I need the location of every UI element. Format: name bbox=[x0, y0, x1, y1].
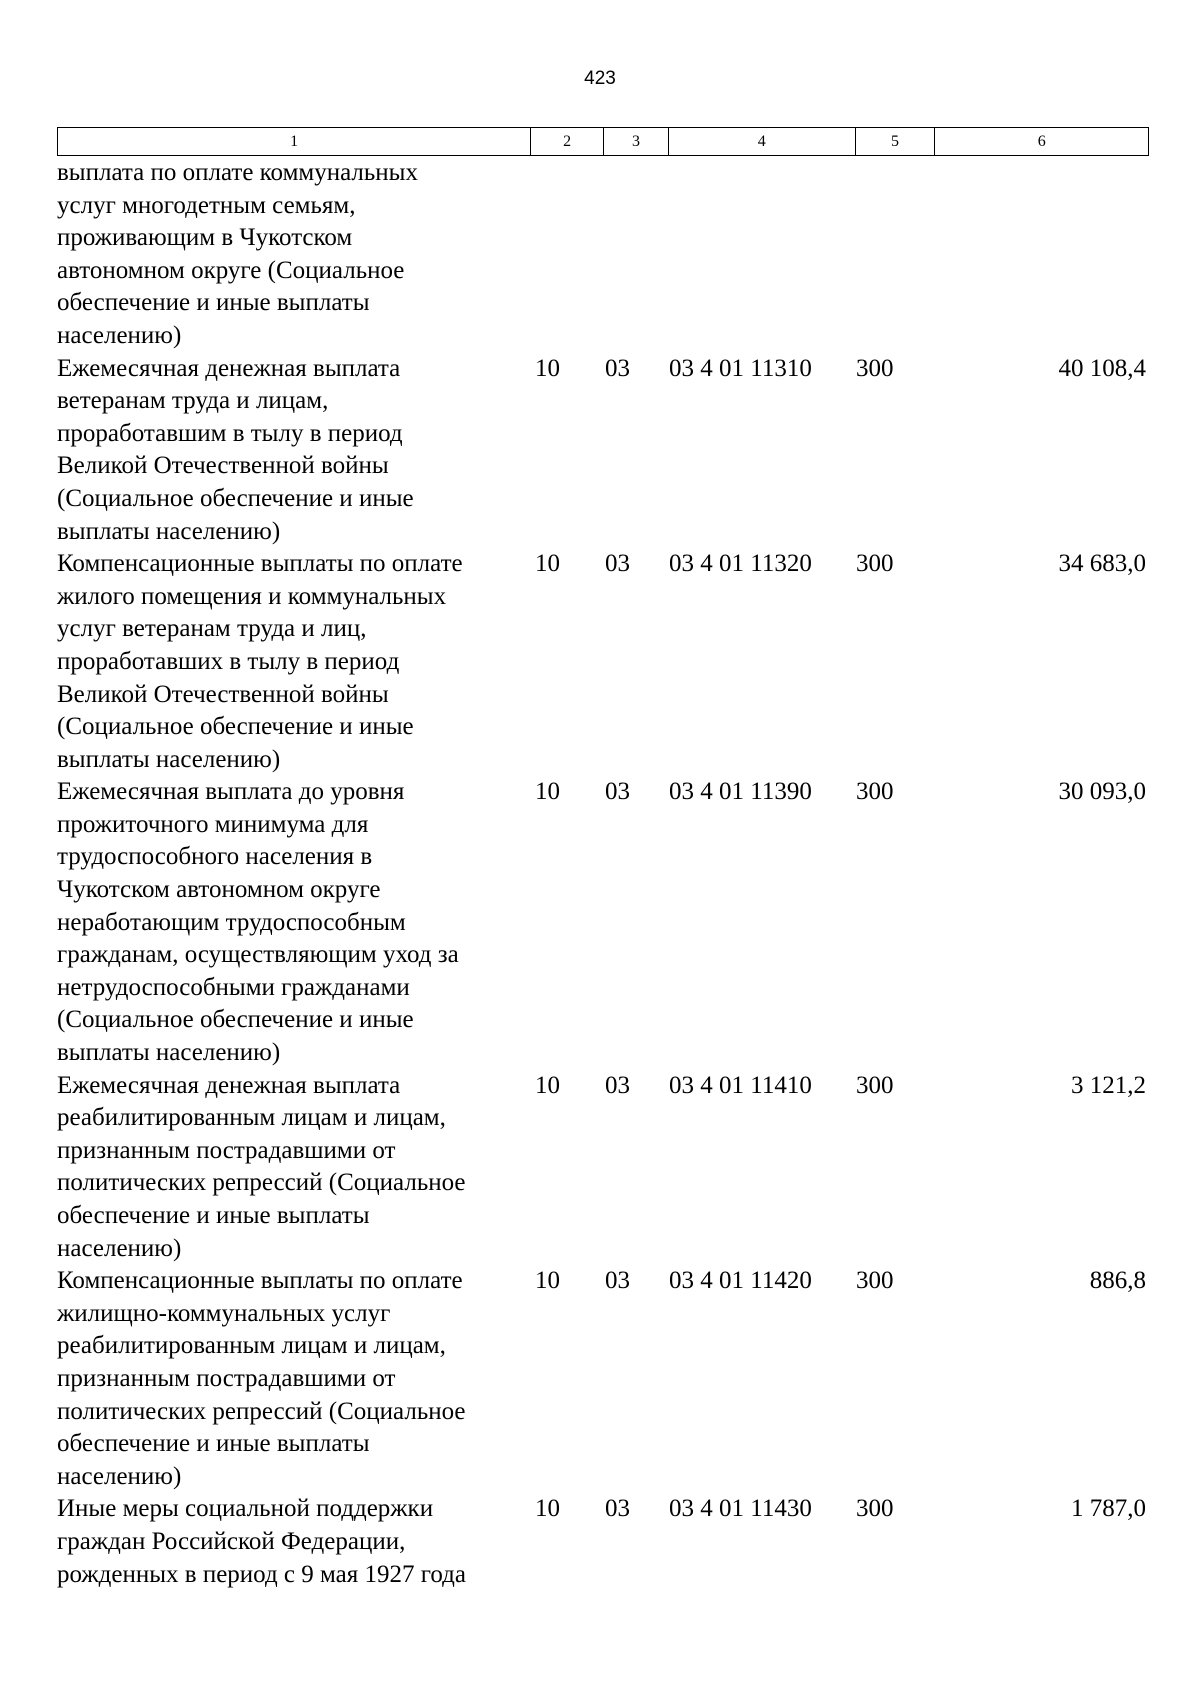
table-row bbox=[57, 1070, 1149, 1266]
description-line: Иные меры социальной поддержки bbox=[57, 1495, 434, 1523]
description-line: рожденных в период с 9 мая 1927 года bbox=[57, 1560, 466, 1588]
row-description bbox=[57, 353, 537, 549]
row-description bbox=[57, 548, 537, 776]
expense-type-cell: 300 bbox=[856, 778, 894, 806]
header-col-5: 5 bbox=[856, 128, 936, 155]
description-line: жилого помещения и коммунальных bbox=[57, 582, 447, 610]
description-line: выплаты населению) bbox=[57, 517, 281, 545]
description-line: населению) bbox=[57, 321, 182, 349]
description-line: Компенсационные выплаты по оплате bbox=[57, 1267, 463, 1295]
table-body bbox=[57, 157, 1149, 1591]
description-line: Великой Отечественной войны bbox=[57, 452, 389, 480]
description-line: услуг ветеранам труда и лиц, bbox=[57, 615, 367, 643]
expense-type-cell: 300 bbox=[856, 1495, 894, 1523]
section-cell: 10 bbox=[535, 1071, 560, 1099]
description-line: Ежемесячная денежная выплата bbox=[57, 354, 401, 382]
description-line: выплаты населению) bbox=[57, 745, 281, 773]
amount-cell: 3 121,2 bbox=[1071, 1071, 1146, 1099]
description-line: трудоспособного населения в bbox=[57, 843, 373, 871]
expense-type-cell: 300 bbox=[856, 354, 894, 382]
row-description bbox=[57, 1493, 537, 1591]
description-line: Чукотском автономном округе bbox=[57, 876, 381, 904]
description-line: населению) bbox=[57, 1234, 182, 1262]
section-cell: 10 bbox=[535, 354, 560, 382]
header-col-2: 2 bbox=[531, 128, 604, 155]
section-cell: 10 bbox=[535, 550, 560, 578]
description-line: нетрудоспособными гражданами bbox=[57, 973, 410, 1001]
table-row bbox=[57, 776, 1149, 1069]
description-line: выплаты населению) bbox=[57, 1039, 281, 1067]
target-article-cell: 03 4 01 11310 bbox=[669, 354, 812, 382]
target-article-cell: 03 4 01 11420 bbox=[669, 1267, 812, 1295]
subsection-cell: 03 bbox=[605, 354, 630, 382]
row-description bbox=[57, 776, 537, 1069]
amount-cell: 34 683,0 bbox=[1058, 550, 1146, 578]
target-article-cell: 03 4 01 11410 bbox=[669, 1071, 812, 1099]
description-line: обеспечение и иные выплаты bbox=[57, 1202, 370, 1229]
page-number: 423 bbox=[584, 68, 616, 89]
description-line: обеспечение и иные выплаты bbox=[57, 1430, 370, 1458]
description-line: Ежемесячная выплата до уровня bbox=[57, 778, 405, 806]
amount-cell: 886,8 bbox=[1089, 1267, 1146, 1295]
section-cell: 10 bbox=[535, 1267, 560, 1295]
description-line: проживающим в Чукотском bbox=[57, 224, 353, 252]
description-line: (Социальное обеспечение и иные bbox=[57, 713, 414, 741]
row-description bbox=[57, 1070, 537, 1266]
header-col-3: 3 bbox=[604, 128, 669, 155]
description-line: граждан Российской Федерации, bbox=[57, 1527, 406, 1555]
description-line: Компенсационные выплаты по оплате bbox=[57, 550, 463, 578]
subsection-cell: 03 bbox=[605, 1495, 630, 1523]
amount-cell: 30 093,0 bbox=[1058, 778, 1146, 806]
table-row bbox=[57, 1265, 1149, 1493]
description-line: автономном округе (Социальное bbox=[57, 256, 405, 284]
description-line: Великой Отечественной войны bbox=[57, 680, 389, 708]
description-line: ветеранам труда и лицам, bbox=[57, 387, 329, 415]
section-cell: 10 bbox=[535, 1495, 560, 1523]
description-line: жилищно-коммунальных услуг bbox=[57, 1299, 391, 1327]
amount-cell: 40 108,4 bbox=[1058, 354, 1146, 382]
description-line: Ежемесячная денежная выплата bbox=[57, 1071, 401, 1099]
target-article-cell: 03 4 01 11390 bbox=[669, 778, 812, 806]
subsection-cell: 03 bbox=[605, 550, 630, 578]
expense-type-cell: 300 bbox=[856, 550, 894, 578]
table-header bbox=[57, 127, 1149, 156]
subsection-cell: 03 bbox=[605, 1267, 630, 1295]
description-line: признанным пострадавшими от bbox=[57, 1136, 396, 1164]
description-line: обеспечение и иные выплаты bbox=[57, 289, 370, 317]
subsection-cell: 03 bbox=[605, 1071, 630, 1099]
amount-cell: 1 787,0 bbox=[1071, 1495, 1146, 1523]
description-line: реабилитированным лицам и лицам, bbox=[57, 1104, 446, 1132]
description-line: услуг многодетным семьям, bbox=[57, 191, 356, 219]
subsection-cell: 03 bbox=[605, 778, 630, 806]
target-article-cell: 03 4 01 11430 bbox=[669, 1495, 812, 1523]
table-row bbox=[57, 548, 1149, 776]
row-description bbox=[57, 1265, 537, 1493]
description-line: проработавших в тылу в период bbox=[57, 647, 400, 675]
table-row bbox=[57, 1493, 1149, 1591]
description-line: выплата по оплате коммунальных bbox=[57, 159, 418, 186]
description-line: гражданам, осуществляющим уход за bbox=[57, 941, 459, 969]
header-col-4: 4 bbox=[669, 128, 856, 155]
header-col-6: 6 bbox=[1037, 132, 1046, 150]
description-line: неработающим трудоспособным bbox=[57, 908, 406, 936]
expense-type-cell: 300 bbox=[856, 1071, 894, 1099]
description-line: проработавшим в тылу в период bbox=[57, 419, 403, 447]
description-line: политических репрессий (Социальное bbox=[57, 1169, 466, 1197]
table-row bbox=[57, 353, 1149, 549]
description-line: (Социальное обеспечение и иные bbox=[57, 1006, 414, 1034]
description-line: политических репрессий (Социальное bbox=[57, 1397, 466, 1425]
expense-type-cell: 300 bbox=[856, 1267, 894, 1295]
description-line: прожиточного минимума для bbox=[57, 810, 369, 838]
header-col-1: 1 bbox=[58, 128, 531, 155]
row-description bbox=[57, 157, 537, 353]
section-cell: 10 bbox=[535, 778, 560, 806]
table-row bbox=[57, 157, 1149, 353]
description-line: реабилитированным лицам и лицам, bbox=[57, 1332, 446, 1360]
description-line: населению) bbox=[57, 1462, 182, 1490]
description-line: признанным пострадавшими от bbox=[57, 1364, 396, 1392]
target-article-cell: 03 4 01 11320 bbox=[669, 550, 812, 578]
description-line: (Социальное обеспечение и иные bbox=[57, 484, 414, 512]
